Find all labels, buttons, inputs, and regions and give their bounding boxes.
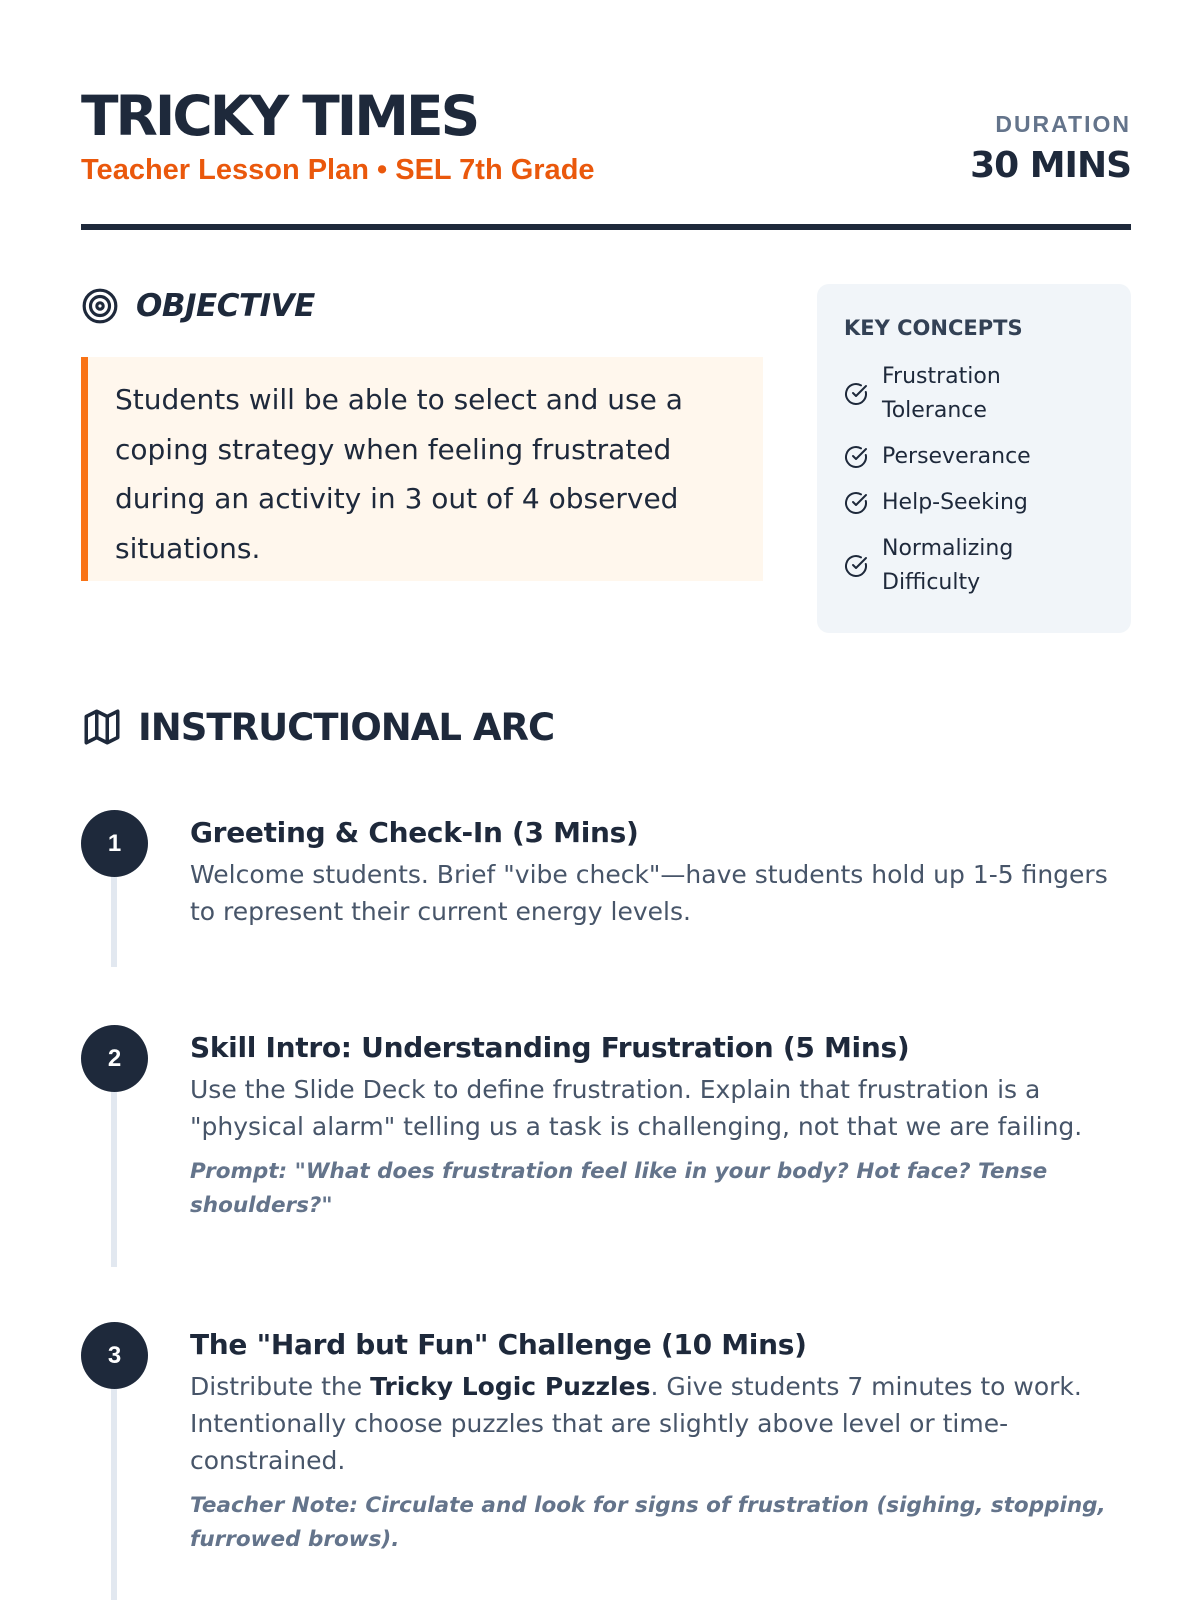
step-content [190,810,1131,930]
step-description [190,1368,1131,1479]
step-prompt-note: Prompt: "What does frustration feel like in your body? Hot face? Tense shoulders?" [190,1159,1048,1218]
step-description-end: . Give students 7 minutes to work. Intentionally choose puzzles that are slightly above level or time-constrained. [190,1372,1082,1475]
step-title: The "Hard but Fun" Challenge (10 Mins) [190,1328,807,1361]
step-number-badge: 1 [81,810,148,877]
objective-heading [81,286,315,326]
step-title: Skill Intro: Understanding Frustration (5 Mins) [190,1031,910,1064]
lesson-plan-page [81,0,1131,1600]
step-title: Greeting & Check-In (3 Mins) [190,816,639,849]
timeline-line [111,877,117,967]
concept-label: Normalizing Difficulty [882,536,1014,595]
target-icon [81,287,119,325]
step-description: Welcome students. Brief "vibe check"—have students hold up 1-5 fingers to represent their current energy levels. [190,860,1108,926]
objective-title: OBJECTIVE [136,288,315,324]
concept-item [844,532,1105,600]
step-description-material: Tricky Logic Puzzles [370,1372,651,1401]
key-concepts-card [817,284,1131,633]
check-circle-icon [844,491,868,515]
concept-label: Frustration Tolerance [882,364,1001,423]
concept-item [844,440,1105,474]
page-header [81,84,1131,230]
page-title: TRICKY TIMES [81,84,478,148]
step-number-badge: 2 [81,1025,148,1092]
check-circle-icon [844,554,868,578]
objective-callout [81,357,763,581]
step-description: Use the Slide Deck to define frustration. Explain that frustration is a "physical alarm" telling us a task is challenging, not that we are failing. [190,1075,1083,1141]
duration-label: DURATION [995,111,1131,137]
key-concepts-title: KEY CONCEPTS [844,316,1023,340]
concept-label: Perseverance [882,444,1031,469]
timeline-line [111,1389,117,1600]
step-content [190,1322,1131,1557]
timeline-line [111,1092,117,1267]
page-subtitle: Teacher Lesson Plan • SEL 7th Grade [81,154,595,186]
objective-text: Students will be able to select and use a coping strategy when feeling frustrated during an activity in 3 out of 4 observed situations. [115,383,683,565]
concept-item [844,486,1105,520]
map-icon [81,706,123,748]
step-teacher-note: Teacher Note: Circulate and look for signs of frustration (sighing, stopping, furrowed brows). [190,1493,1106,1552]
concept-label: Help-Seeking [882,490,1028,515]
step-description-start: Distribute the [190,1372,371,1401]
duration-value: 30 MINS [970,145,1131,186]
step-number-badge: 3 [81,1322,148,1389]
check-circle-icon [844,445,868,469]
concept-item [844,360,1105,428]
step-content [190,1025,1131,1223]
instructional-arc-title: INSTRUCTIONAL ARC [138,705,555,749]
check-circle-icon [844,382,868,406]
instructional-arc-heading [81,702,554,752]
